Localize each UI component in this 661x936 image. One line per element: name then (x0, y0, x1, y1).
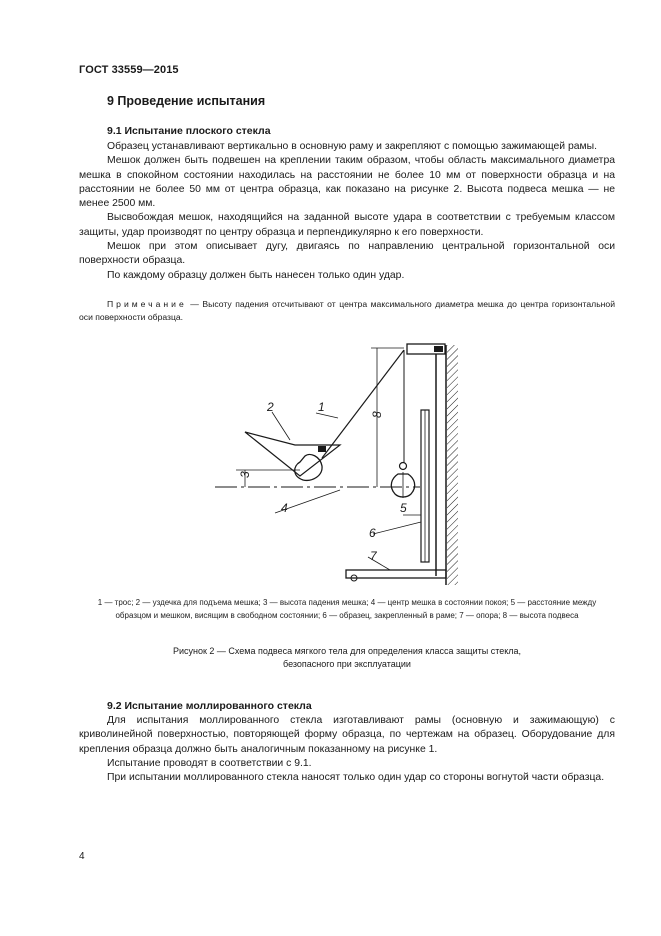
paragraph: Мешок при этом описывает дугу, двигаясь по направлению центральной горизонтальной оси поверхности образца. (79, 241, 615, 267)
wall-hatching (447, 345, 458, 585)
section-9-2-body (79, 714, 615, 785)
figure-legend: 1 — трос; 2 — уздечка для подъема мешка; 3 — высота падения мешка; 4 — центр мешка в состоянии покоя; 5 — расстояние между образцом и мешком, висящим в свободном состоянии; 6 — образец, закрепленный в раме; 7 — опора; 8 — высота подвеса (97, 598, 597, 620)
label-1: 1 (318, 400, 325, 414)
label-3: 3 (238, 471, 252, 478)
standard-header: ГОСТ 33559—2015 (79, 64, 179, 76)
paragraph: По каждому образцу должен быть нанесен только один удар. (107, 269, 405, 281)
page-number: 4 (79, 851, 85, 862)
caption-line-2: безопасного при эксплуатации (283, 659, 411, 669)
bag-clamp (318, 446, 326, 452)
top-bracket-block (434, 346, 443, 352)
label-5: 5 (400, 501, 407, 515)
subsection-9-2-title: 9.2 Испытание моллированного стекла (107, 700, 312, 712)
paragraph: Испытание проводят в соответствии с 9.1. (107, 757, 312, 769)
paragraph: Высвобождая мешок, находящийся на заданной высоте удара в соответствии с требуемым классом защиты, удар производят по центру образца и перпендикулярно к его поверхности. (79, 212, 615, 238)
paragraph: Мешок должен быть подвешен на креплении таким образом, чтобы область максимального диаметра мешка в спокойном состоянии находилась на расстоянии не более 10 мм от поверхности образца и на расстоянии не более 50 мм от центра образца, как показано на рисунке 2. Высота подвеса мешка — не менее 2500 мм. (79, 155, 615, 210)
label-6: 6 (369, 526, 376, 540)
note-label: Примечание (107, 299, 187, 309)
paragraph: Образец устанавливают вертикально в основную раму и закрепляют с помощью зажимающей рамы. (107, 141, 598, 152)
leader-6 (373, 522, 421, 534)
label-8: 8 (370, 411, 384, 418)
caption-line-1: Рисунок 2 — Схема подвеса мягкого тела для определения класса защиты стекла, (172, 646, 522, 656)
figure-caption (79, 645, 615, 671)
label-2: 2 (267, 400, 274, 414)
note-text: — Высоту падения отсчитывают от центра максимального диаметра мешка до центра горизонтальной оси поверхности образца. (79, 299, 615, 322)
raised-bag (295, 454, 322, 480)
paragraph: Для испытания моллированного стекла изготавливают рамы (основную и зажимающую) с криволинейной поверхностью, повторяющей форму образца, по чертежам на образец. Оборудование для крепления образца должно быть аналогичным показанному на рисунке 1. (79, 715, 615, 755)
bag-hook (400, 463, 407, 470)
support (346, 570, 446, 578)
paragraph: При испытании моллированного стекла наносят только один удар со стороны вогнутой части образца. (107, 772, 605, 784)
leader-2 (272, 412, 290, 440)
subsection-9-1-title: 9.1 Испытание плоского стекла (107, 125, 271, 137)
rope (322, 350, 404, 458)
label-4: 4 (281, 501, 288, 515)
label-7: 7 (370, 549, 377, 563)
section-title: 9 Проведение испытания (107, 94, 266, 108)
